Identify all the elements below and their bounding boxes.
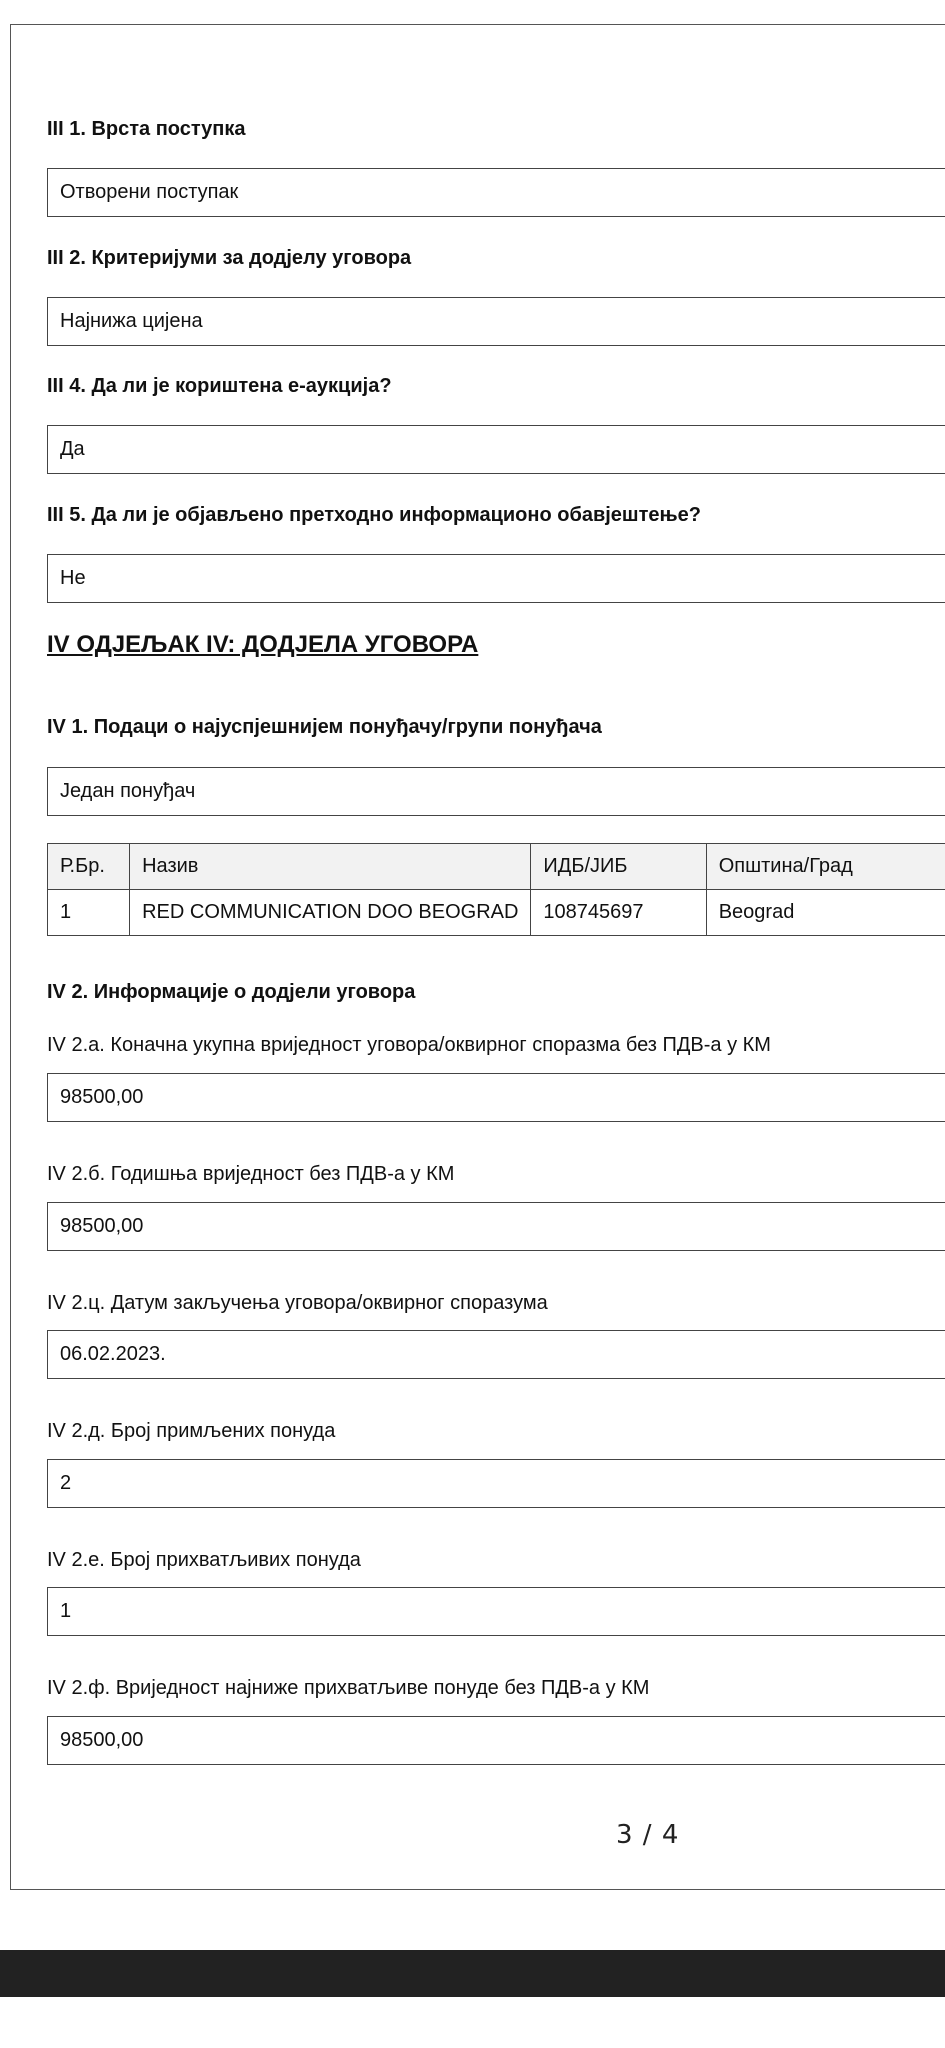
table-cell: 1 bbox=[48, 890, 130, 936]
section-iv-2c-label: IV 2.ц. Датум закључења уговора/оквирног споразума bbox=[47, 1292, 548, 1314]
bidder-type-field: Један понуђач bbox=[47, 767, 945, 816]
table-row bbox=[48, 890, 945, 936]
section-iv-2-heading: IV 2. Информације о додјели уговора bbox=[47, 981, 416, 1003]
contract-date-field: 06.02.2023. bbox=[47, 1330, 945, 1379]
table-header-row bbox=[48, 844, 945, 890]
section-iii-1-label: III 1. Врста поступка bbox=[47, 118, 246, 140]
prior-notice-field: Не bbox=[47, 554, 945, 603]
section-iv-2b-label: IV 2.б. Годишња вриједност без ПДВ-а у КМ bbox=[47, 1163, 455, 1185]
section-iii-5-label: III 5. Да ли је објављено претходно информационо обавјештење? bbox=[47, 504, 701, 526]
table-cell: Beograd bbox=[706, 890, 945, 936]
table-header-cell: ИДБ/ЈИБ bbox=[531, 844, 706, 890]
table-header-cell: Назив bbox=[130, 844, 531, 890]
table-cell: 108745697 bbox=[531, 890, 706, 936]
lowest-offer-value-field: 98500,00 bbox=[47, 1716, 945, 1765]
section-iii-2-label: III 2. Критеријуми за додјелу уговора bbox=[47, 247, 412, 269]
document-page bbox=[10, 24, 945, 1890]
bottom-toolbar bbox=[0, 1950, 945, 1997]
section-iv-2e-label: IV 2.е. Број прихватљивих понуда bbox=[47, 1549, 361, 1571]
page-number-indicator: 3 / 4 bbox=[616, 1820, 680, 1850]
section-iv-title: IV ОДЈЕЉАК IV: ДОДЈЕЛА УГОВОРА bbox=[47, 631, 479, 658]
section-iv-1-label: IV 1. Подаци о најуспјешнијем понуђачу/групи понуђача bbox=[47, 716, 602, 738]
procedure-type-field: Отворени поступак bbox=[47, 168, 945, 217]
bidders-table bbox=[47, 843, 945, 936]
table-header-cell: Општина/Град bbox=[706, 844, 945, 890]
section-iii-4-label: III 4. Да ли је кориштена е-аукција? bbox=[47, 375, 392, 397]
received-offers-field: 2 bbox=[47, 1459, 945, 1508]
section-iv-2f-label: IV 2.ф. Вриједност најниже прихватљиве понуде без ПДВ-а у КМ bbox=[47, 1677, 650, 1699]
acceptable-offers-field: 1 bbox=[47, 1587, 945, 1636]
section-iv-2a-label: IV 2.а. Коначна укупна вриједност уговора/оквирног споразма без ПДВ-а у КМ bbox=[47, 1034, 771, 1056]
final-value-field: 98500,00 bbox=[47, 1073, 945, 1122]
table-header-cell: Р.Бр. bbox=[48, 844, 130, 890]
table-cell: RED COMMUNICATION DOO BEOGRAD bbox=[130, 890, 531, 936]
annual-value-field: 98500,00 bbox=[47, 1202, 945, 1251]
award-criteria-field: Најнижа цијена bbox=[47, 297, 945, 346]
e-auction-field: Да bbox=[47, 425, 945, 474]
section-iv-2d-label: IV 2.д. Број примљених понуда bbox=[47, 1420, 336, 1442]
